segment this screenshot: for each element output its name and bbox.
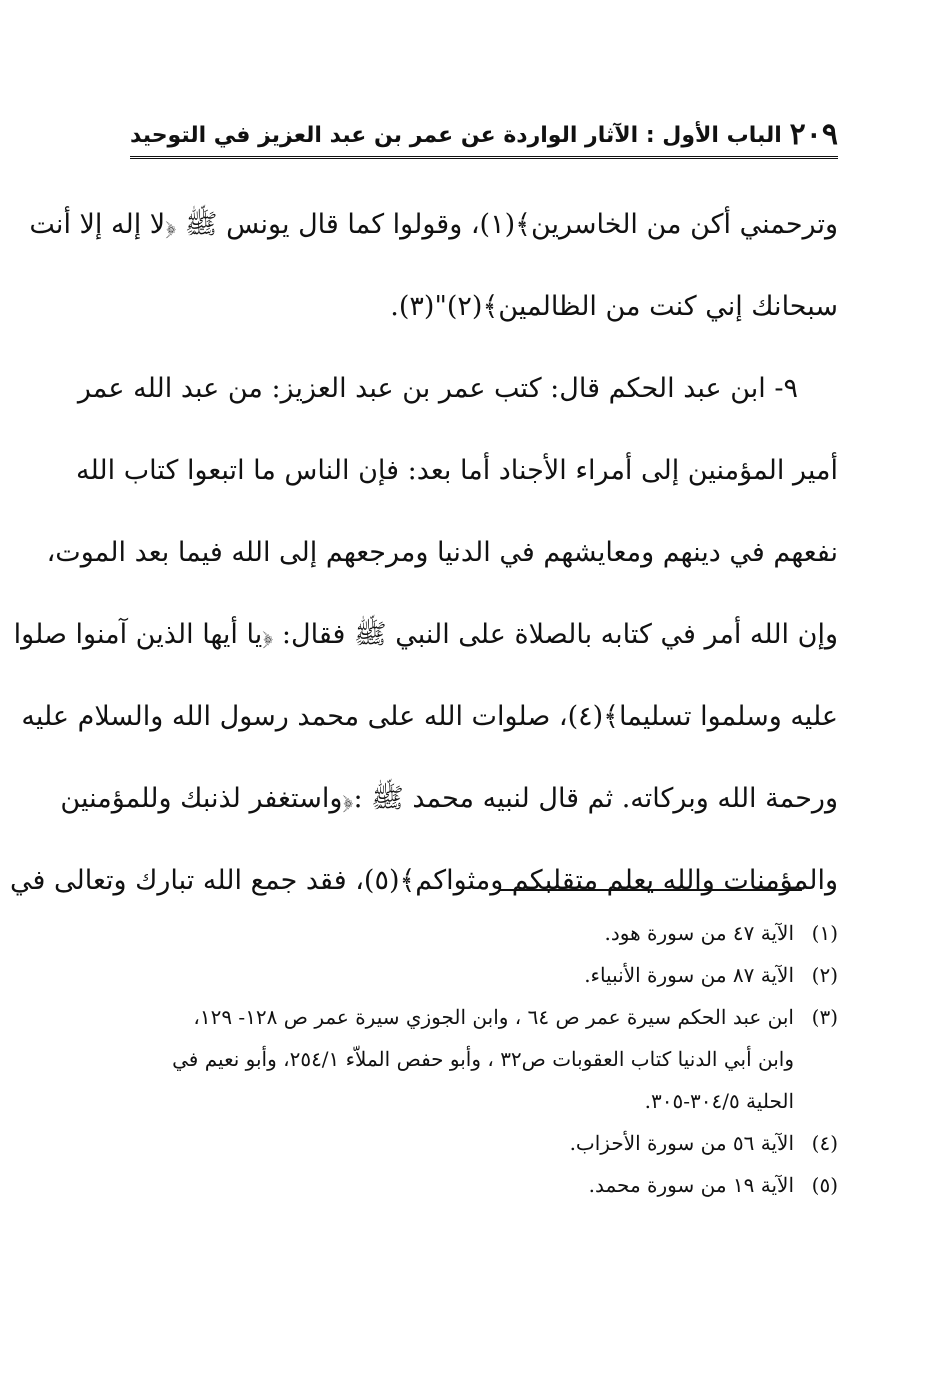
footnote-divider [500,889,802,891]
body-line: وإن الله أمر في كتابه بالصلاة على النبي ﷺ فقال: ﴿يا أيها الذين آمنوا صلوا [13,619,838,650]
footnote-number: (٢) [811,963,838,987]
footnote [128,912,838,954]
footnote-line: ابن عبد الحكم سيرة عمر ص ٦٤ ، وابن الجوزي سيرة عمر ص ١٢٨- ١٢٩، [193,1005,794,1029]
body-text [10,184,838,922]
footnote-number: (٣) [811,1005,838,1029]
body-line: ٩- ابن عبد الحكم قال: كتب عمر بن عبد العزيز: من عبد الله عمر [77,373,798,404]
footnote [128,1122,838,1164]
footnote-text [128,954,794,996]
page-header [130,112,838,159]
footnote-line: الآية ١٩ من سورة محمد. [588,1173,794,1197]
footnote-line: وابن أبي الدنيا كتاب العقوبات ص٣٢ ، وأبو حفص الملاّء ٢٥٤/١، وأبو نعيم في [172,1047,794,1071]
footnote-number: (٤) [811,1131,838,1155]
body-line: سبحانك إني كنت من الظالمين﴾(٢)"(٣). [390,291,838,322]
running-title: الباب الأول : الآثار الواردة عن عمر بن عبد العزيز في التوحيد [130,123,782,148]
footnote-line: الحلية ٣٠٤/٥-٣٠٥. [644,1089,794,1113]
body-line: ورحمة الله وبركاته. ثم قال لنبيه محمد ﷺ :﴿واستغفر لذنبك وللمؤمنين [60,783,838,814]
footnote-line: الآية ٥٦ من سورة الأحزاب. [569,1131,794,1155]
footnote-line: الآية ٨٧ من سورة الأنبياء. [584,963,794,987]
body-line: نفعهم في دينهم ومعايشهم في الدنيا ومرجعهم إلى الله فيما بعد الموت، [46,537,838,568]
footnote-text [128,1164,794,1206]
footnote [128,954,838,996]
body-line: عليه وسلموا تسليما﴾(٤)، صلوات الله على محمد رسول الله والسلام عليه [21,701,838,732]
footnotes [128,912,838,1206]
footnote [128,996,838,1122]
footnote-number: (٥) [811,1173,838,1197]
footnote-text [128,912,794,954]
footnote-text [128,1122,794,1164]
footnote [128,1164,838,1206]
body-line: وترحمني أكن من الخاسرين﴾(١)، وقولوا كما قال يونس ﷺ ﴿لا إله إلا أنت [29,209,838,240]
footnote-line: الآية ٤٧ من سورة هود. [604,921,794,945]
body-line: أمير المؤمنين إلى أمراء الأجناد أما بعد: فإن الناس ما اتبعوا كتاب الله [75,455,838,486]
page-number: ٢٠٩ [789,117,838,152]
body-line: والمؤمنات والله يعلم متقلبكم ومثواكم﴾(٥)، فقد جمع الله تبارك وتعالى في [10,865,838,896]
footnote-number: (١) [811,921,838,945]
footnote-text [128,996,794,1122]
